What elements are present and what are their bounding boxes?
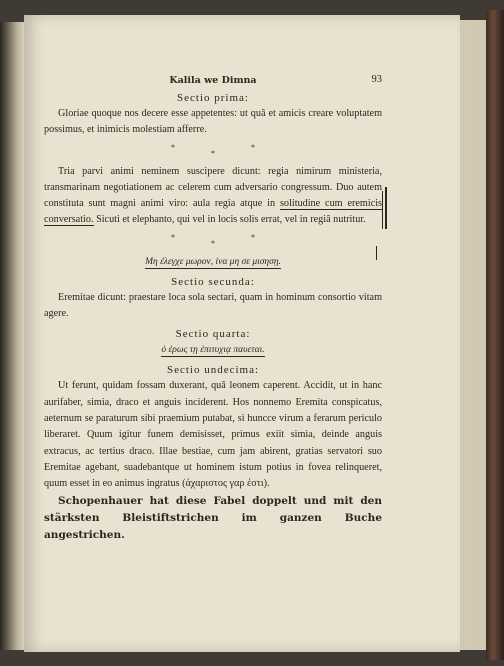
greek-maxim [44, 342, 382, 358]
paragraph [44, 164, 382, 229]
underlined-phrase: solitudine cum eremicis conversatio. [44, 198, 383, 226]
page-content [44, 64, 382, 544]
asterism: * * * [171, 232, 255, 248]
book-cover-edge [486, 10, 504, 660]
greek-text: ὁ ἐρως τῃ ἐπιτυχιᾳ παυεται. [161, 345, 265, 356]
paragraph: Gloriae quoque nos decere esse appetentes: ut quâ et amicis creare voluptatem possimus, et inimicis molestiam afferre. [44, 108, 382, 136]
section-heading: Sectio prima: [177, 92, 249, 104]
paragraph-text: Tria parvi animi neminem suscipere dicunt: regia nimirum ministeria, transmarinam negotiationem ac celerem cum adversario congressum. Duo autem constituta sunt magni animi viro: aula regia atque in [44, 165, 382, 210]
paragraph: Ut ferunt, quidam fossam duxerant, quâ leonem caperent. Accidit, ut in hanc aurifaber, simia, draco et anguis inciderent. Hos nonnemo Eremita conspicatus, aeternum se paraturum sibi praemium putabat, si huncce virum a ferarum periculo liberaret. Quum igitur funem demisisset, primus exiit simia, deinde anguis extracus, ac tertius draco. Illae bestiae, cum jam abirent, gratias servatori suo Eremitae agebant, suadebantque ut hominem istum potius in fovea relinqueret, quum esset in eo animus ingratus (ἀχαριστος γαρ ἐστι). [44, 380, 382, 490]
page-edges [460, 20, 486, 650]
margin-pencil-mark [376, 246, 377, 260]
margin-pencil-mark [382, 191, 383, 229]
page-number: 93 [371, 74, 382, 85]
running-header [44, 64, 382, 86]
section-heading: Sectio secunda: [171, 275, 255, 288]
section-heading: Sectio quarta: [175, 328, 251, 341]
running-title: Kalila we Dimna [169, 75, 257, 86]
greek-maxim [44, 254, 382, 270]
book-left-edge [0, 22, 24, 650]
section-heading: Sectio undecima: [166, 364, 260, 377]
margin-pencil-mark [385, 187, 387, 229]
paragraph: Eremitae dicunt: praestare loca sola sectari, quam in hominum consortio vitam agere. [44, 291, 382, 320]
greek-text: Μη ἐλεγχε μωρον, ἱνα μη σε μισησῃ. [145, 256, 281, 267]
paragraph-text: Sicuti et elephanto, qui vel in locis solis errat, vel in regiâ nutritur. [93, 214, 366, 226]
asterism: * * * [171, 142, 255, 158]
editorial-note: Schopenhauer hat diese Fabel doppelt und mit den stärksten Bleistiftstrichen im ganzen Buche angestrichen. [44, 495, 382, 542]
